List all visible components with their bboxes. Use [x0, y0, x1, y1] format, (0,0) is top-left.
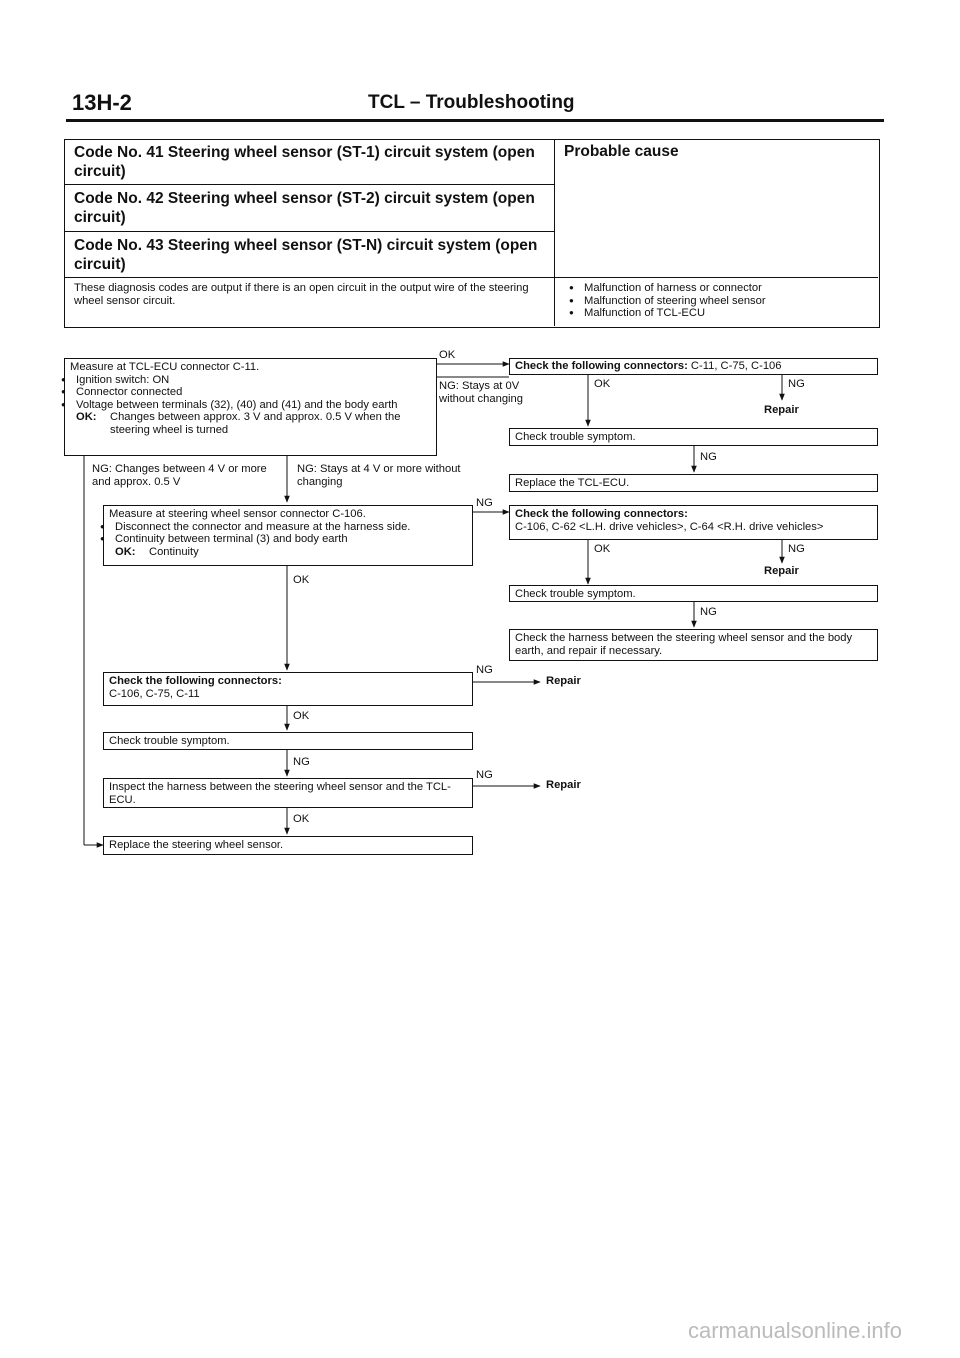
check-connectors-list: C-106, C-75, C-11 [109, 687, 200, 700]
list-item: ● Disconnect the connector and measure at the harness side. [95, 521, 467, 534]
ng-label: NG [700, 451, 717, 463]
ng-label: NG [788, 378, 805, 390]
replace-sensor-box: Replace the steering wheel sensor. [103, 836, 473, 855]
measure-sensor-box [103, 505, 473, 566]
measure-sensor-title: Measure at steering wheel sensor connector C-106. [109, 508, 366, 520]
cause-item: ● Malfunction of harness or connector [564, 282, 864, 295]
cause-item: ● Malfunction of TCL-ECU [564, 307, 864, 320]
check-harness-earth-box: Check the harness between the steering wheel sensor and the body earth, and repair if necessary. [509, 629, 878, 661]
check-connectors-box-3 [103, 672, 473, 706]
code-43: Code No. 43 Steering wheel sensor (ST-N) circuit system (open circuit) [74, 237, 538, 273]
ok-label: OK [293, 574, 310, 586]
check-connectors-box-1 [509, 358, 878, 375]
check-connectors-heading: Check the following connectors: [109, 675, 282, 687]
probable-cause-heading: Probable cause [564, 143, 679, 160]
repair-label: Repair [764, 565, 799, 577]
inspect-harness-box: Inspect the harness between the steering wheel sensor and the TCL-ECU. [103, 778, 473, 808]
check-symptom-box: Check trouble symptom. [509, 585, 878, 602]
code-description: These diagnosis codes are output if there is an open circuit in the output wire of the steering wheel sensor circuit. [74, 282, 529, 307]
ok-label: OK [594, 543, 611, 555]
page-code: 13H-2 [72, 90, 132, 115]
ok-label: OK: [76, 411, 97, 423]
ok-label: OK [293, 710, 310, 722]
ok-text: Changes between approx. 3 V and approx. 0.5 V when the steering wheel is turned [110, 411, 401, 436]
list-item: ● Connector connected [56, 386, 431, 399]
ok-label: OK [439, 349, 456, 361]
measure-ecu-ok [70, 411, 431, 436]
repair-label: Repair [764, 404, 799, 416]
check-symptom-box: Check trouble symptom. [509, 428, 878, 446]
code-41: Code No. 41 Steering wheel sensor (ST-1) circuit system (open circuit) [74, 144, 535, 180]
list-item: ● Voltage between terminals (32), (40) and (41) and the body earth [56, 399, 431, 412]
code-42: Code No. 42 Steering wheel sensor (ST-2) circuit system (open circuit) [74, 190, 535, 226]
measure-sensor-ok [109, 546, 467, 559]
ok-label: OK [293, 813, 310, 825]
ng-label: NG [788, 543, 805, 555]
ok-label: OK [594, 378, 611, 390]
ng-label: NG [700, 606, 717, 618]
replace-ecu-box: Replace the TCL-ECU. [509, 474, 878, 492]
cause-item: ● Malfunction of steering wheel sensor [564, 295, 864, 308]
ng-label: NG [293, 756, 310, 768]
check-connectors-heading: Check the following connectors: [515, 360, 688, 372]
measure-sensor-list [95, 521, 467, 546]
ok-text: Continuity [149, 545, 199, 558]
list-item: ● Continuity between terminal (3) and body earth [95, 533, 467, 546]
ng-stays-4v-label: NG: Stays at 4 V or more without changing [297, 463, 461, 488]
measure-ecu-list [56, 374, 431, 412]
ng-label: NG [476, 769, 493, 781]
check-connectors-heading: Check the following connectors: [515, 508, 688, 520]
check-connectors-list: C-106, C-62 <L.H. drive vehicles>, C-64 <R.H. drive vehicles> [515, 520, 824, 533]
repair-label: Repair [546, 779, 581, 791]
ok-label: OK: [115, 545, 136, 558]
measure-ecu-title: Measure at TCL-ECU connector C-11. [70, 361, 260, 373]
ng-label: NG [476, 664, 493, 676]
ng-stays-0v-label: NG: Stays at 0V without changing [439, 380, 523, 405]
check-connectors-box-2 [509, 505, 878, 540]
ng-changes-label: NG: Changes between 4 V or more and approx. 0.5 V [92, 463, 267, 488]
list-item: ● Ignition switch: ON [56, 374, 431, 387]
page-title: TCL – Troubleshooting [368, 92, 575, 113]
watermark: carmanualsonline.info [687, 1318, 902, 1343]
measure-ecu-box [64, 358, 437, 456]
check-symptom-box: Check trouble symptom. [103, 732, 473, 750]
ng-label: NG [476, 497, 493, 509]
check-connectors-list: C-11, C-75, C-106 [690, 360, 782, 372]
repair-label: Repair [546, 675, 581, 687]
